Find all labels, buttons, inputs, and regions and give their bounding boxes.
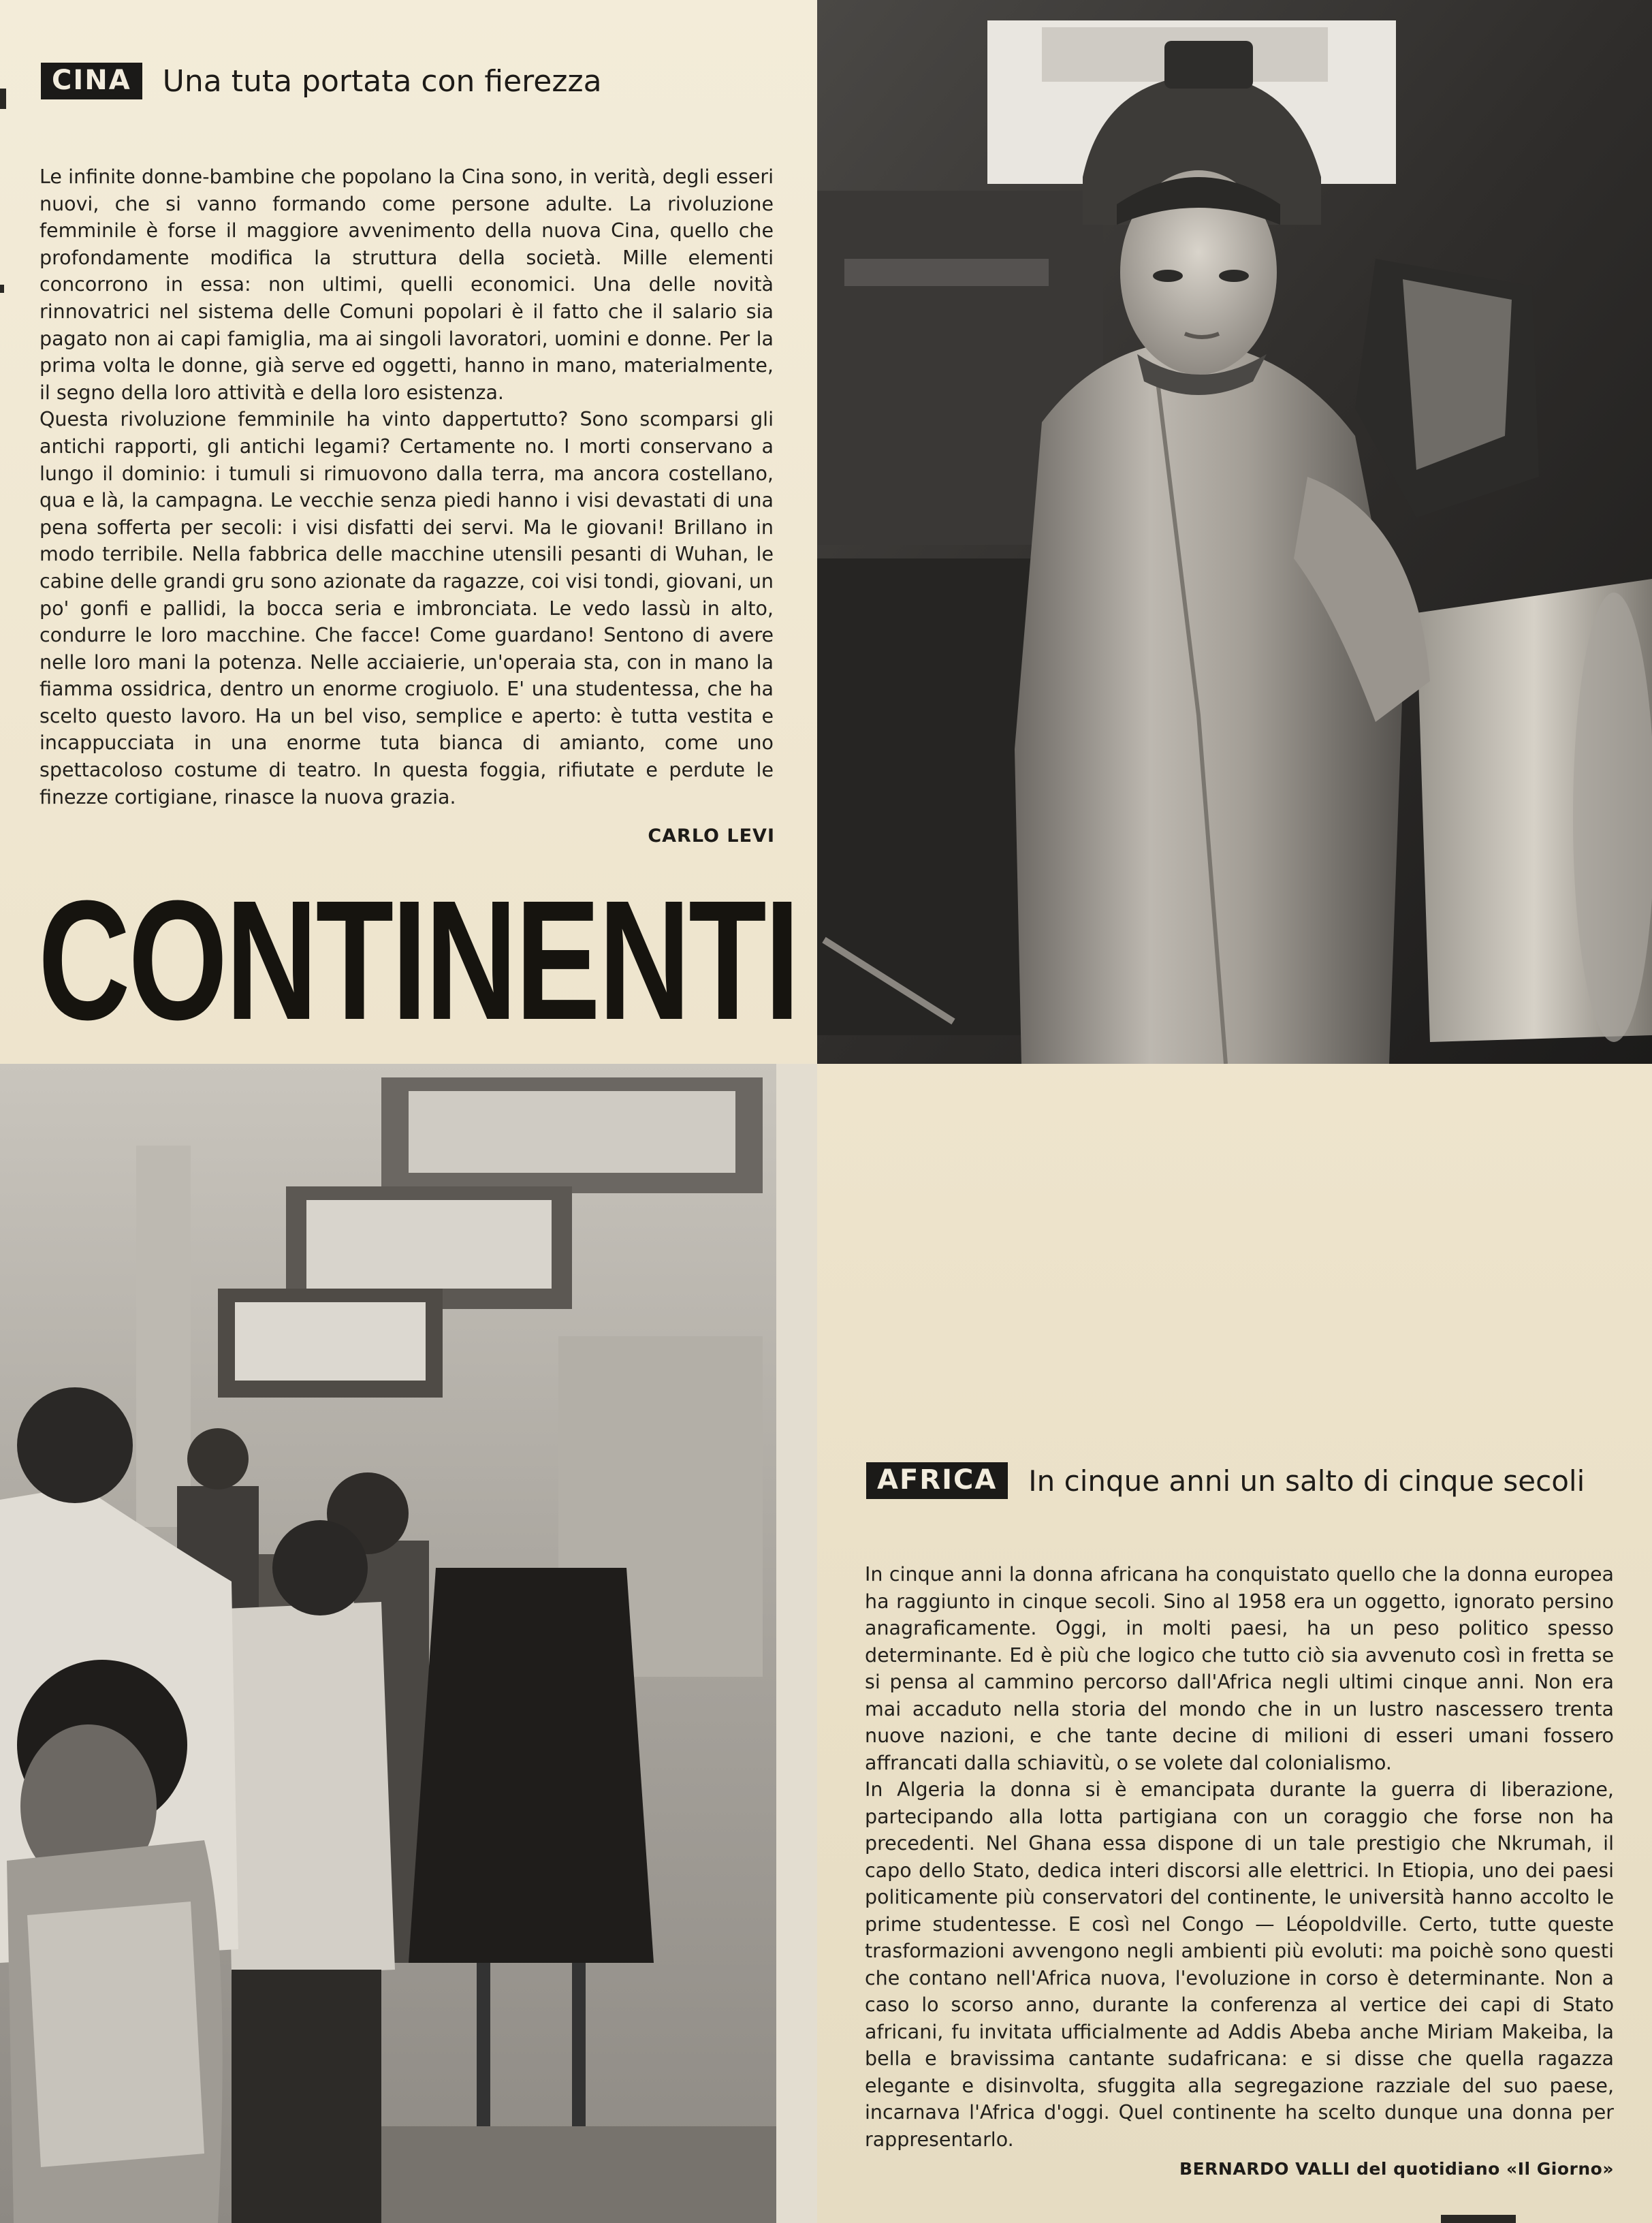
cina-paragraph: Questa rivoluzione femminile ha vinto dappertutto? Sono scomparsi gli antichi rapporti, gli antichi legami? Certamente no. I morti conservano a lungo il dominio: i tumuli si rimuovono dalla terra, ma ancora costellano, qua e là, la campagna. Le vecchie senza piedi hanno i visi devastati di una pena sofferta per secoli: i visi disfatti dei servi. Ma le giovani! Brillano in modo terribile. Nella fabbrica delle macchine utensili pesanti di Wuhan, le cabine delle grandi gru sono azionate da ragazze, coi visi tondi, giovani, un po' gonfi e pallidi, la bocca seria e imbronciata. Le vedo lassù in alto, condurre le loro macchine. Che facce! Come guardano! Sentono di avere nelle loro mani la potenza. Nelle acciaierie, un'operaia sta, con in mano la fiamma ossidrica, dentro un enorme crogiuolo. E' una studentessa, che ha scelto questo lavoro. Ha un bel viso, semplice e aperto: è tutta vestita e incappucciata in una enorme tuta bianca di amianto, come uno spettacoloso costume di teatro. In questa foggia, rifiutate e perdute le finezze cortigiane, rinasce la nuova grazia. [39,408,774,808]
cina-paragraph: Le infinite donne-bambine che popolano la Cina sono, in verità, degli esseri nuovi, che si vanno formando come persone adulte. La rivoluzione femminile è forse il maggiore avvenimento della nuova Cina, quello che profondamente modifica la struttura della società. Mille elementi concorrono in essa: non ultimi, quelli economici. Una delle novità rinnovatrici nel sistema delle Comuni popolari è il fatto che il salario sia pagato non ai capi famiglia, ma ai singoli lavoratori, uomini e donne. Per la prima volta le donne, già serve ed oggetti, hanno in mano, materialmente, il segno della loro attività e della loro esistenza. [39,165,774,404]
africa-byline: BERNARDO VALLI del quotidiano «Il Giorno» [1179,2159,1614,2179]
africa-headline: In cinque anni un salto di cinque secoli [1028,1464,1585,1498]
africa-article-body [865,1561,1614,2153]
page-title: CONTINENTI [38,865,798,1055]
photo-street-crowd [0,1064,817,2223]
africa-tag: AFRICA [866,1462,1008,1499]
cina-article-body [39,163,774,810]
africa-paragraph: In cinque anni la donna africana ha conquistato quello che la donna europea ha raggiunto in cinque secoli. Sino al 1958 era un oggetto, ignorato persino anagraficamente. Oggi, in molti paesi, ha un peso politico spesso determinante. Ed è più che logico che tutto ciò sia avvenuto così in fretta se si pensa al cammino percorso dall'Africa negli ultimi cinque anni. Non era mai accaduto nella storia del mondo che in un lustro nascessero trenta nuove nazioni, e che tante decine di milioni di esseri umani fossero affrancati dalla schiavitù, o se volete dal colonialismo. [865,1563,1614,1774]
africa-paragraph: In Algeria la donna si è emancipata durante la guerra di liberazione, partecipando alla lotta partigiana con un coraggio che forse non ha precedenti. Nel Ghana essa dispone di un tale prestigio che Nkrumah, il capo dello Stato, dedica interi discorsi alle elettrici. In Etiopia, uno dei paesi politicamente più conservatori del continente, le università hanno accolto le prime studentesse. E così nel Congo — Léopoldville. Certo, tutte queste trasformazioni avvengono negli ambienti più evoluti: ma poichè sono questi che contano nell'Africa nuova, l'evoluzione in corso è determinante. Non a caso lo scorso anno, durante la conferenza al vertice dei capi di Stato africani, fu invitata ufficialmente ad Addis Abeba anche Miriam Makeiba, la bella e bravissima cantante sudafricana: e si disse che quella ragazza elegante e disinvolta, sfuggita alla segregazione razziale del suo paese, incarnava l'Africa d'oggi. Quel continente ha scelto dunque una donna per rappresentarlo. [865,1778,1614,2151]
margin-mark [0,89,6,109]
africa-section-header [866,1462,1585,1499]
cina-headline: Una tuta portata con fierezza [162,63,602,99]
cina-section-header [41,63,602,99]
cina-tag: CINA [41,63,142,99]
cina-byline: CARLO LEVI [648,825,775,847]
margin-mark [0,285,4,293]
page-corner-mark [1441,2215,1516,2223]
photo-welder-woman [817,0,1652,1064]
